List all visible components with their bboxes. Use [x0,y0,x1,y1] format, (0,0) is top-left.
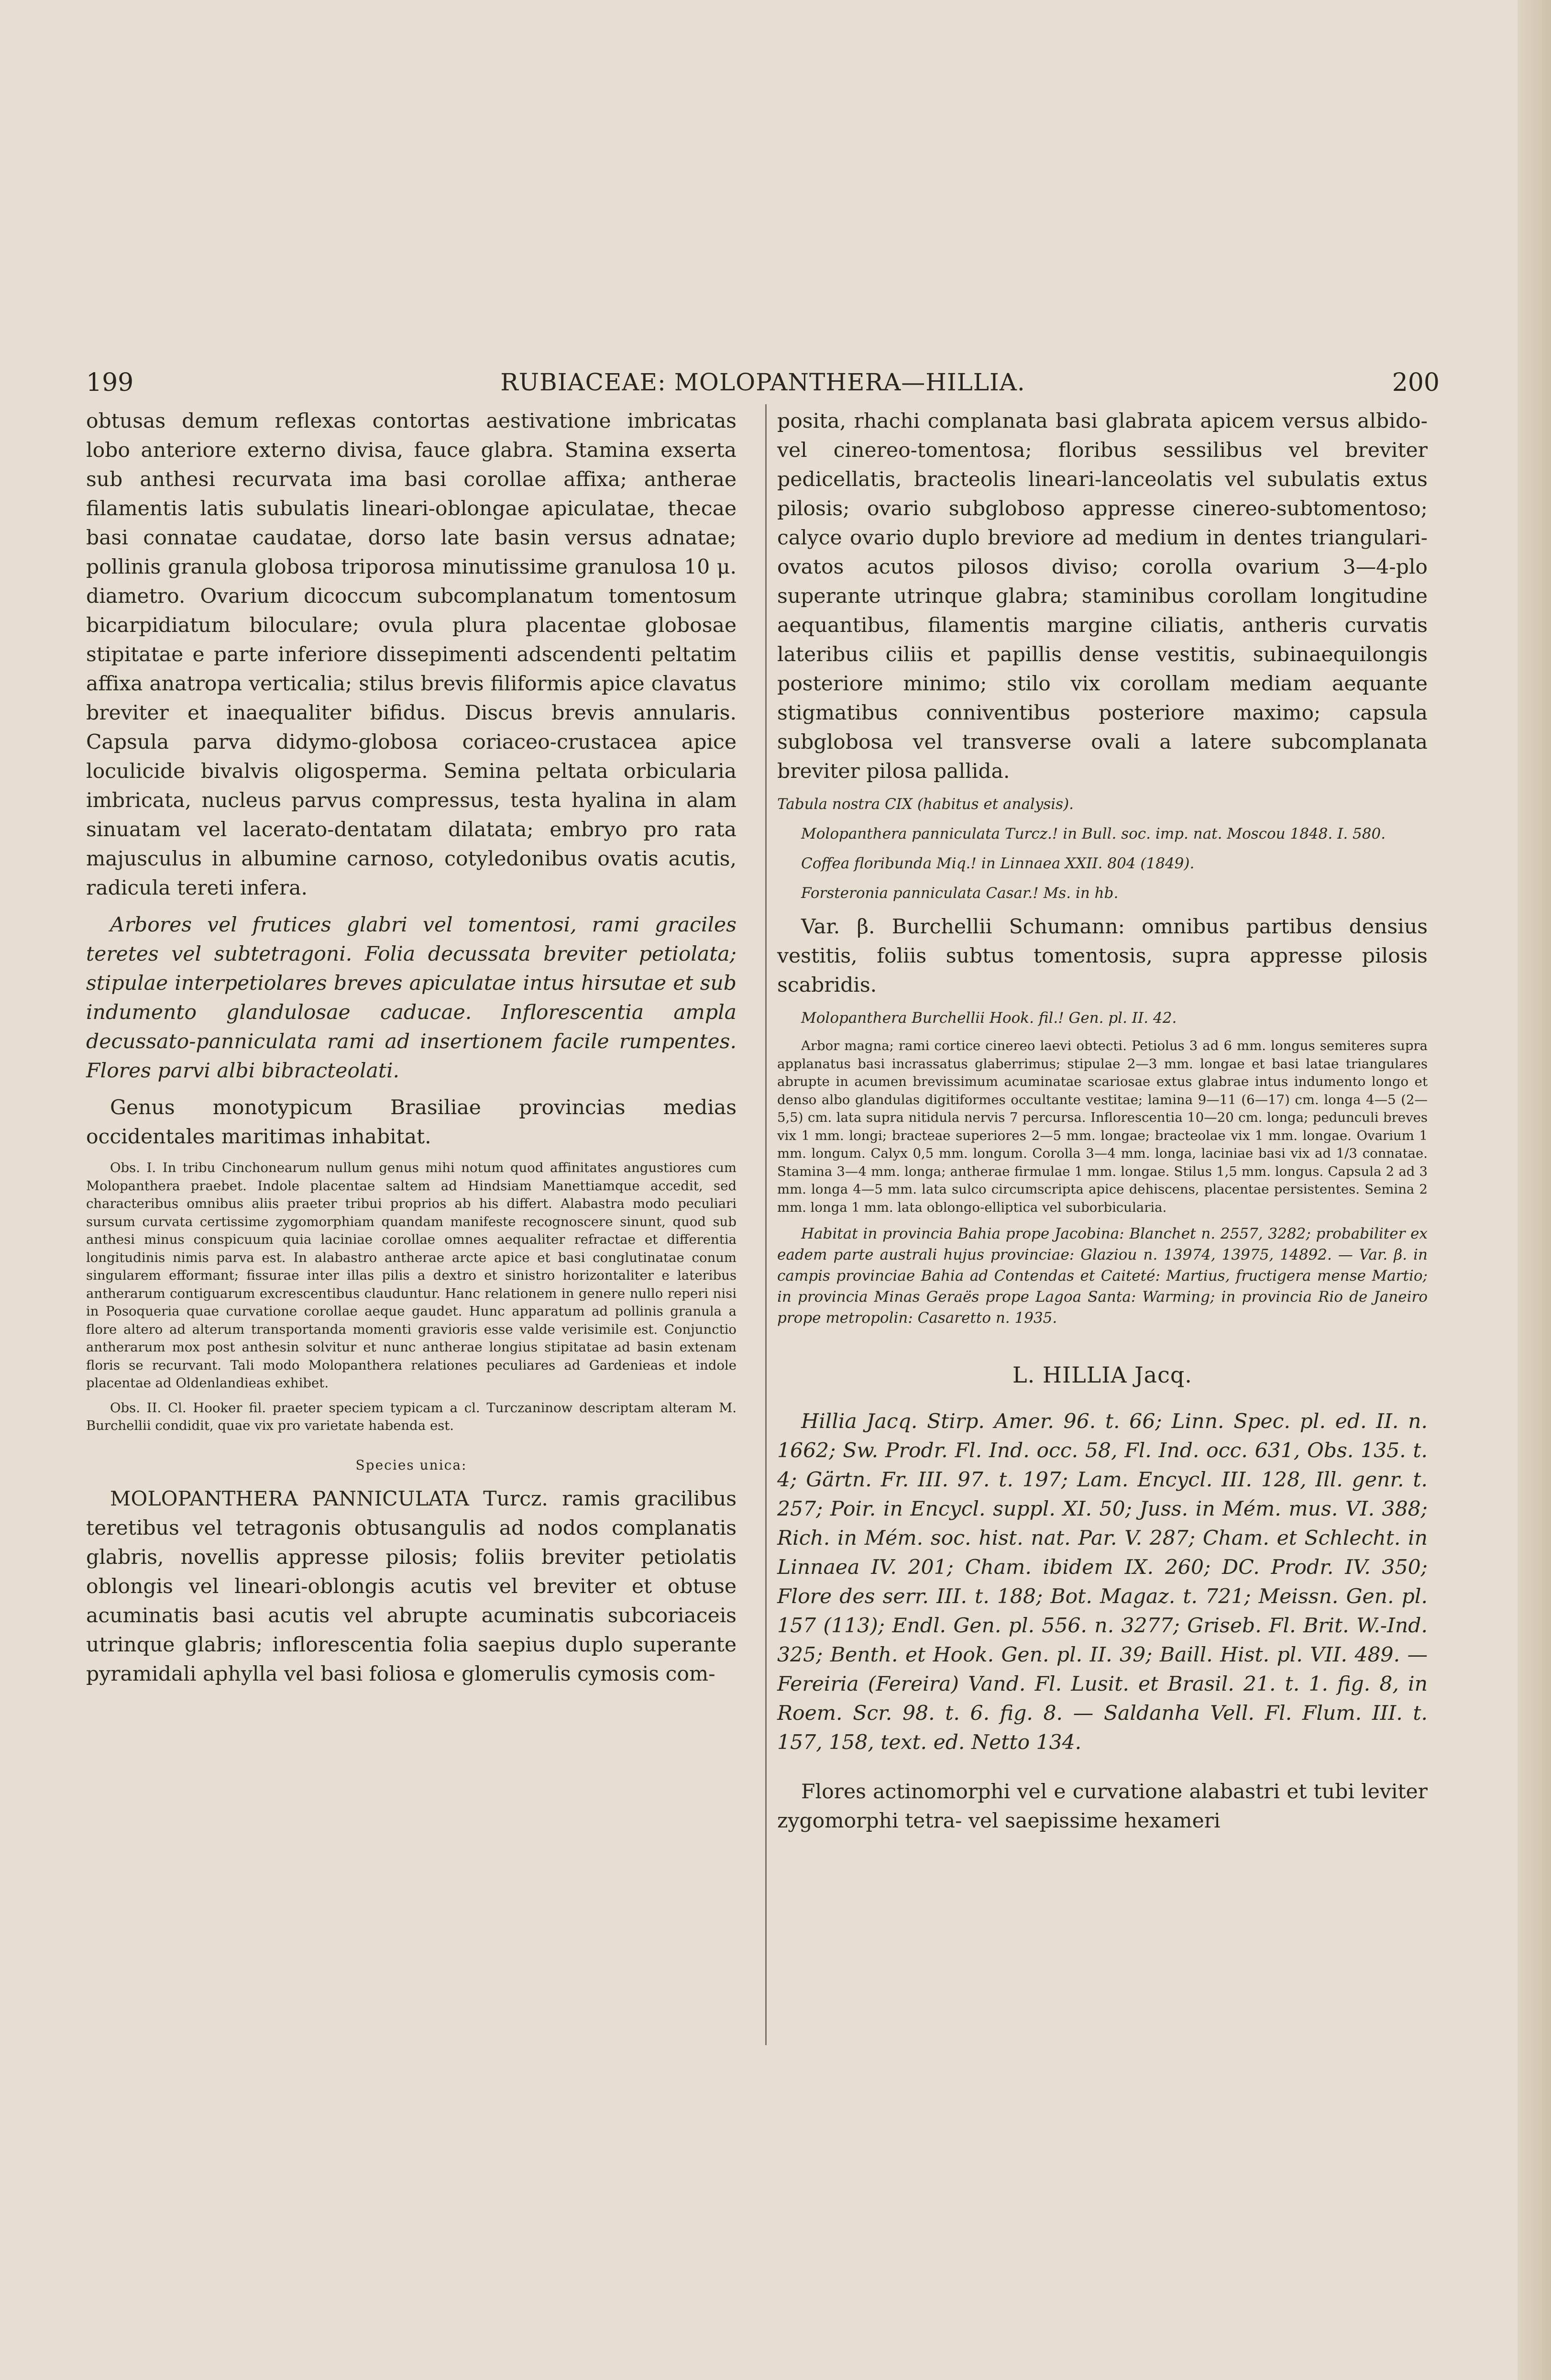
page-header [86,368,1440,402]
variety-synonym: Molopanthera Burchellii Hook. fil.! Gen. pl. II. 42. [801,1009,1177,1027]
synonym-3: Forsteronia panniculata Casar.! Ms. in hb. [801,885,1119,902]
observation-2: Obs. II. Cl. Hooker fil. praeter speciem typicam a cl. Turczaninow descriptam alteram M. Burchellii condidit, quae vix pro varietate habenda est. [86,1400,737,1433]
synonym-1: Molopanthera panniculata Turcz.! in Bull. soc. imp. nat. Moscou 1848. I. 580. [801,825,1386,842]
variety-description: Var. β. Burchellii Schumann: omnibus partibus densius vestitis, foliis subtus tomentosis, supra appresse pilosis scabridis. [777,915,1428,997]
column-divider [765,404,767,2045]
page-number-right: 200 [1392,368,1440,397]
observation-1: Obs. I. In tribu Cinchonearum nullum genus mihi notum quod affinitates angustiores cum Molopanthera praebet. Indole placentae saltem ad Hindsiam Manettiamque accedit, sed characteribus omnibus aliis praeter tribui proprios ab his differt. Alabastra modo peculiari sursum curvata certissime zygomorphiam quandam manifeste recognoscere sinunt, quod sub anthesi minus conspicuum quia laciniae corollae omnes aequaliter refractae et differentia longitudinis nimis parva est. In alabastro antherae arcte apice et basi conglutinatae conum singularem efformant; fissurae inter illas pilis a dextro et sinistro horizontaliter e lateribus antherarum contiguarum excrescentibus clauduntur. Hanc relationem in genere nullo reperi nisi in Posoqueria quae curvatione corollae aeque gaudet. Hunc apparatum ad pollinis granula a flore altero ad alterum transportanda momenti gravioris esse valde verisimile est. Conjunctio antherarum mox post anthesin solvitur et nunc antherae longius stipitatae ad basin extenam floris se recurvant. Tali modo Molopanthera relationes peculiares ad Gardenieas et indole placentae ad Oldenlandieas exhibet. [86,1160,737,1391]
distribution-note: Genus monotypicum Brasiliae provincias medias occidentales maritimas inhabitat. [86,1096,737,1149]
habitat-note: Habitat in provincia Bahia prope Jacobina: Blanchet n. 2557, 3282; probabiliter ex eadem parte australi hujus provinciae: Glaziou n. 13974, 13975, 14892. — Var. β. in campis provinciae Bahia ad Contendas et Caiteté: Martius, fructigera mense Martio; in provincia Minas Geraës prope Lagoa Santa: Warming; in provincia Rio de Janeiro prope metropolin: Casaretto n. 1935. [777,1225,1428,1327]
page-edge [1518,0,1551,2380]
flowers-description: Flores actinomorphi vel e curvatione alabastri et tubi leviter zygomorphi tetra- vel saepissime hexameri [777,1780,1428,1833]
page-number-left: 199 [86,368,134,397]
species-label: Species unica: [355,1457,467,1473]
left-column [86,407,737,1696]
habit-description: Arbores vel frutices glabri vel tomentosi, rami graciles teretes vel subtetragoni. Folia decussata breviter petiolata; stipulae interpetiolares breves apiculatae intus hirsutae et sub indumento glandulosae caducae. Inflorescentia ampla decussato-panniculata rami ad insertionem facile rumpentes. Flores parvi albi bibracteolati. [86,913,737,1083]
species-description: MOLOPANTHERA PANNICULATA Turcz. ramis gracilibus teretibus vel tetragonis obtusangulis ad nodos complanatis glabris, novellis appresse pilosis; foliis breviter petiolatis oblongis vel lineari-oblongis acutis vel breviter et obtuse acuminatis basi acutis vel abrupte acuminatis subcoriaceis utrinque glabris; inflorescentia folia saepius duplo superante pyramidali aphylla vel basi foliosa e glomerulis cymosis com- [86,1487,737,1686]
genus-heading: L. HILLIA Jacq. [1012,1362,1192,1388]
right-column [777,407,1428,1843]
plate-reference: Tabula nostra CIX (habitus et analysis). [777,796,1074,813]
morphology-description: Arbor magna; rami cortice cinereo laevi obtecti. Petiolus 3 ad 6 mm. longus semiteres supra applanatus basi incrassatus glaberrimus; stipulae 2—3 mm. longae et basi latae triangulares abrupte in acumen brevissimum acuminatae scariosae extus glabrae intus indumento longo et denso albo glandulas digitiformes occultante vestitae; lamina 9—11 (6—17) cm. longa 4—5 (2—5,5) cm. lata supra nitidula nervis 7 percursa. Inflorescentia 10—20 cm. longa; pedunculi breves vix 1 mm. longi; bracteae superiores 2—5 mm. longae; bracteolae vix 1 mm. longae. Ovarium 1 mm. longum. Calyx 0,5 mm. longum. Corolla 3—4 mm. longa, laciniae basi vix ad 1/3 connatae. Stamina 3—4 mm. longa; antherae firmulae 1 mm. longae. Stilus 1,5 mm. longus. Capsula 2 ad 3 mm. longa 4—5 mm. lata sulco circumscripta apice dehiscens, placentae persistentes. Semina 2 mm. longa 1 mm. lata oblongo-elliptica vel suborbicularia. [777,1038,1428,1215]
species-description-continued: posita, rhachi complanata basi glabrata apicem versus albido-vel cinereo-tomentosa; floribus sessilibus vel breviter pedicellatis, bracteolis lineari-lanceolatis vel subulatis extus pilosis; ovario subgloboso appresse cinereo-subtomentoso; calyce ovario duplo breviore ad medium in dentes triangulari-ovatos acutos pilosos diviso; corolla ovarium 3—4-plo superante utrinque glabra; staminibus corollam longitudine aequantibus, filamentis margine ciliatis, antheris curvatis lateribus ciliis et papillis dense vestitis, subinaequilongis posteriore minimo; stilo vix corollam mediam aequante stigmatibus conniventibus posteriore maximo; capsula subglobosa vel transverse ovali a latere subcomplanata breviter pilosa pallida. [777,410,1428,783]
genus-description-continued: obtusas demum reflexas contortas aestivatione imbricatas lobo anteriore externo divisa, fauce glabra. Stamina exserta sub anthesi recurvata ima basi corollae affixa; antherae filamentis latis subulatis lineari-oblongae apiculatae, thecae basi connatae caudatae, dorso late basin versus adnatae; pollinis granula globosa triporosa minutissime granulosa 10 μ. diametro. Ovarium dicoccum subcomplanatum tomentosum bicarpidiatum biloculare; ovula plura placentae globosae stipitatae e parte inferiore dissepimenti adscendenti peltatim affixa anatropa verticalia; stilus brevis filiformis apice clavatus breviter et inaequaliter bifidus. Discus brevis annularis. Capsula parva didymo-globosa coriaceo-crustacea apice loculicide bivalvis oligosperma. Semina peltata orbicularia imbricata, nucleus parvus compressus, testa hyalina in alam sinuatam vel lacerato-dentatam dilatata; embryo pro rata majusculus in albumine carnoso, cotyledonibus ovatis acutis, radicula tereti infera. [86,410,737,900]
genus-synonymy: Hillia Jacq. Stirp. Amer. 96. t. 66; Linn. Spec. pl. ed. II. n. 1662; Sw. Prodr. Fl. Ind. occ. 58, Fl. Ind. occ. 631, Obs. 135. t. 4; Gärtn. Fr. III. 97. t. 197; Lam. Encycl. III. 128, Ill. genr. t. 257; Poir. in Encycl. suppl. XI. 50; Juss. in Mém. mus. VI. 388; Rich. in Mém. soc. hist. nat. Par. V. 287; Cham. et Schlecht. in Linnaea IV. 201; Cham. ibidem IX. 260; DC. Prodr. IV. 350; Flore des serr. III. t. 188; Bot. Magaz. t. 721; Meissn. Gen. pl. 157 (113); Endl. Gen. pl. 556. n. 3277; Griseb. Fl. Brit. W.-Ind. 325; Benth. et Hook. Gen. pl. II. 39; Baill. Hist. pl. VII. 489. — Fereiria (Fereira) Vand. Fl. Lusit. et Brasil. 21. t. 1. fig. 8, in Roem. Scr. 98. t. 6. fig. 8. — Saldanha Vell. Fl. Flum. III. t. 157, 158, text. ed. Netto 134. [777,1410,1428,1754]
running-title: RUBIACEAE: MOLOPANTHERA—HILLIA. [500,368,1025,396]
synonym-2: Coffea floribunda Miq.! in Linnaea XXII. 804 (1849). [801,855,1195,872]
